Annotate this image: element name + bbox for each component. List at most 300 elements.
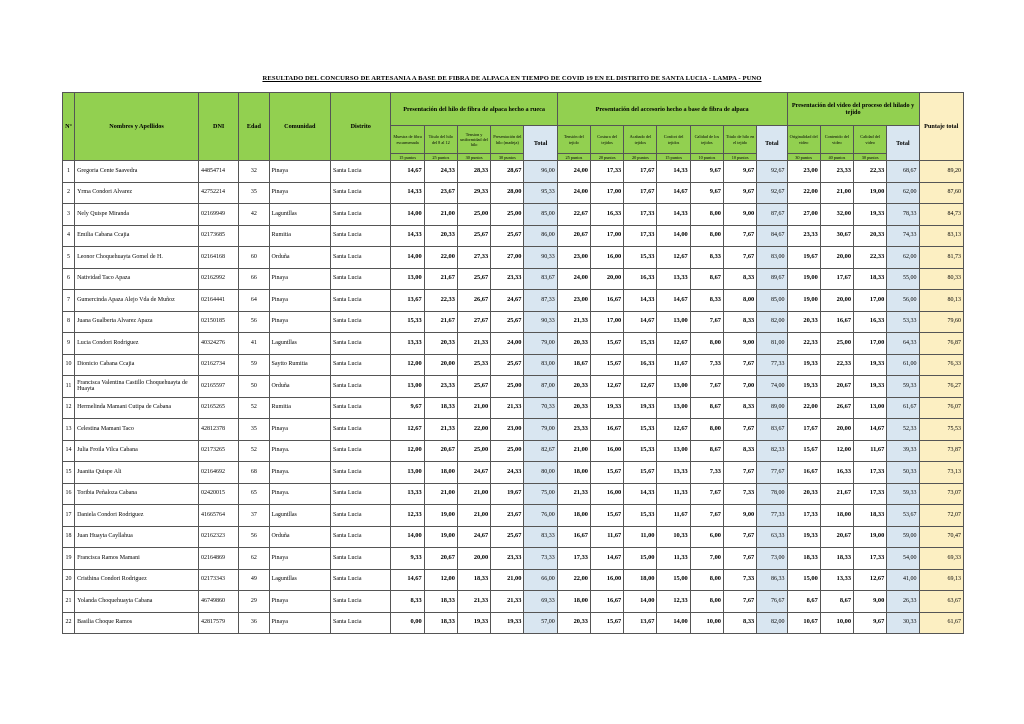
header-points: 40 puntos bbox=[820, 154, 853, 161]
final-score: 80,33 bbox=[919, 268, 963, 290]
accessory-score: 11,00 bbox=[624, 526, 657, 548]
yarn-score: 19,33 bbox=[491, 612, 524, 634]
final-score: 69,33 bbox=[919, 548, 963, 570]
accessory-score: 18,67 bbox=[557, 354, 590, 376]
header-criterion: Acabado del tejidos bbox=[624, 126, 657, 154]
yarn-total: 96,00 bbox=[524, 161, 557, 183]
video-score: 8,67 bbox=[787, 591, 820, 613]
yarn-score: 9,33 bbox=[391, 548, 424, 570]
accessory-score: 7,67 bbox=[723, 225, 756, 247]
participant-district: Santa Lucia bbox=[331, 462, 391, 484]
accessory-score: 17,33 bbox=[590, 161, 623, 183]
accessory-score: 12,33 bbox=[657, 591, 690, 613]
video-score: 25,00 bbox=[820, 333, 853, 355]
participant-district: Santa Lucia bbox=[331, 290, 391, 312]
participant-dni: 46749860 bbox=[199, 591, 239, 613]
accessory-score: 12,67 bbox=[657, 333, 690, 355]
participant-district: Santa Lucia bbox=[331, 569, 391, 591]
video-total: 52,33 bbox=[887, 419, 919, 441]
header-dni: DNI bbox=[199, 93, 239, 161]
yarn-score: 12,67 bbox=[391, 419, 424, 441]
accessory-score: 13,00 bbox=[657, 311, 690, 333]
video-score: 16,33 bbox=[854, 311, 887, 333]
accessory-score: 16,33 bbox=[590, 204, 623, 226]
accessory-score: 11,67 bbox=[657, 354, 690, 376]
video-score: 19,00 bbox=[787, 290, 820, 312]
participant-community: Orduña bbox=[269, 247, 330, 269]
table-row bbox=[63, 526, 964, 548]
row-number: 22 bbox=[63, 612, 75, 634]
table-row bbox=[63, 419, 964, 441]
participant-age: 62 bbox=[239, 548, 269, 570]
header-points: 25 puntos bbox=[557, 154, 590, 161]
accessory-score: 16,00 bbox=[590, 440, 623, 462]
participant-age: 50 bbox=[239, 376, 269, 398]
video-score: 27,00 bbox=[787, 204, 820, 226]
participant-community: Pinaya bbox=[269, 161, 330, 183]
video-total: 64,33 bbox=[887, 333, 919, 355]
final-score: 81,73 bbox=[919, 247, 963, 269]
accessory-score: 16,00 bbox=[590, 247, 623, 269]
yarn-total: 90,33 bbox=[524, 311, 557, 333]
accessory-score: 16,67 bbox=[590, 591, 623, 613]
header-points: 10 puntos bbox=[690, 154, 723, 161]
participant-dni: 02165597 bbox=[199, 376, 239, 398]
final-score: 87,60 bbox=[919, 182, 963, 204]
accessory-score: 7,67 bbox=[723, 462, 756, 484]
accessory-score: 15,67 bbox=[590, 354, 623, 376]
yarn-score: 21,67 bbox=[424, 311, 457, 333]
video-total: 41,00 bbox=[887, 569, 919, 591]
accessory-total: 82,33 bbox=[757, 440, 787, 462]
accessory-total: 74,00 bbox=[757, 376, 787, 398]
accessory-score: 12,67 bbox=[590, 376, 623, 398]
video-score: 17,33 bbox=[854, 462, 887, 484]
accessory-score: 15,33 bbox=[624, 333, 657, 355]
participant-age: 56 bbox=[239, 311, 269, 333]
row-number: 9 bbox=[63, 333, 75, 355]
video-total: 62,00 bbox=[887, 247, 919, 269]
yarn-score: 19,00 bbox=[424, 505, 457, 527]
yarn-score: 25,00 bbox=[491, 204, 524, 226]
video-score: 32,00 bbox=[820, 204, 853, 226]
accessory-score: 6,00 bbox=[690, 526, 723, 548]
final-score: 75,53 bbox=[919, 419, 963, 441]
header-group-yarn: Presentación del hilo de fibra de alpaca hecho a rueca bbox=[391, 93, 557, 126]
participant-district: Santa Lucia bbox=[331, 333, 391, 355]
participant-age: 35 bbox=[239, 419, 269, 441]
accessory-score: 24,00 bbox=[557, 268, 590, 290]
participant-name: Yrma Condori Alvarez bbox=[75, 182, 199, 204]
yarn-score: 28,33 bbox=[457, 161, 490, 183]
header-group-accessory: Presentación del accesorio hecho a base de fibra de alpaca bbox=[557, 93, 787, 126]
accessory-score: 18,00 bbox=[557, 462, 590, 484]
participant-district: Santa Lucia bbox=[331, 376, 391, 398]
participant-community: Rumitia bbox=[269, 397, 330, 419]
accessory-total: 83,00 bbox=[757, 247, 787, 269]
video-total: 61,67 bbox=[887, 397, 919, 419]
accessory-score: 21,33 bbox=[557, 483, 590, 505]
participant-dni: 02165265 bbox=[199, 397, 239, 419]
video-total: 68,67 bbox=[887, 161, 919, 183]
row-number: 6 bbox=[63, 268, 75, 290]
accessory-total: 85,00 bbox=[757, 290, 787, 312]
yarn-score: 25,67 bbox=[491, 225, 524, 247]
video-score: 12,00 bbox=[820, 440, 853, 462]
results-table bbox=[62, 92, 964, 634]
accessory-score: 8,67 bbox=[690, 268, 723, 290]
participant-name: Toribia Peñaloza Cabana bbox=[75, 483, 199, 505]
table-row bbox=[63, 225, 964, 247]
yarn-score: 12,00 bbox=[424, 569, 457, 591]
yarn-score: 28,00 bbox=[491, 182, 524, 204]
accessory-score: 8,67 bbox=[690, 397, 723, 419]
accessory-score: 9,00 bbox=[723, 505, 756, 527]
yarn-score: 24,00 bbox=[491, 333, 524, 355]
video-total: 56,00 bbox=[887, 290, 919, 312]
video-total: 39,33 bbox=[887, 440, 919, 462]
video-score: 17,67 bbox=[787, 419, 820, 441]
video-score: 21,67 bbox=[820, 483, 853, 505]
accessory-score: 12,67 bbox=[657, 247, 690, 269]
participant-community: Laguntllas bbox=[269, 333, 330, 355]
video-score: 22,33 bbox=[787, 333, 820, 355]
table-row bbox=[63, 440, 964, 462]
participant-age: 52 bbox=[239, 397, 269, 419]
video-score: 15,67 bbox=[787, 440, 820, 462]
accessory-score: 15,67 bbox=[590, 612, 623, 634]
header-total: Total bbox=[757, 126, 787, 161]
header-community: Comunidad bbox=[269, 93, 330, 161]
video-score: 22,33 bbox=[854, 161, 887, 183]
yarn-score: 18,33 bbox=[424, 612, 457, 634]
accessory-total: 78,00 bbox=[757, 483, 787, 505]
accessory-score: 8,00 bbox=[690, 591, 723, 613]
accessory-score: 14,67 bbox=[624, 311, 657, 333]
header-criterion: Titulo del hilo del 8 al 12 bbox=[424, 126, 457, 154]
yarn-score: 20,00 bbox=[457, 548, 490, 570]
yarn-score: 26,67 bbox=[457, 290, 490, 312]
participant-community: Orduña bbox=[269, 376, 330, 398]
table-row bbox=[63, 612, 964, 634]
video-score: 18,33 bbox=[854, 505, 887, 527]
participant-community: Pinaya bbox=[269, 612, 330, 634]
yarn-score: 14,33 bbox=[391, 182, 424, 204]
accessory-score: 8,33 bbox=[723, 268, 756, 290]
accessory-score: 14,33 bbox=[657, 161, 690, 183]
video-score: 16,33 bbox=[820, 462, 853, 484]
final-score: 76,27 bbox=[919, 376, 963, 398]
header-criterion: Titulo de hilo en el tejido bbox=[723, 126, 756, 154]
yarn-score: 24,33 bbox=[491, 462, 524, 484]
header-criterion: Presentación del hilo (madeja) bbox=[491, 126, 524, 154]
accessory-score: 8,67 bbox=[690, 440, 723, 462]
participant-age bbox=[239, 225, 269, 247]
yarn-score: 20,33 bbox=[424, 225, 457, 247]
participant-community: Saytto Rumitia bbox=[269, 354, 330, 376]
accessory-score: 7,67 bbox=[723, 526, 756, 548]
final-score: 69,13 bbox=[919, 569, 963, 591]
accessory-score: 7,33 bbox=[723, 483, 756, 505]
accessory-score: 7,33 bbox=[723, 569, 756, 591]
participant-age: 29 bbox=[239, 591, 269, 613]
accessory-score: 13,00 bbox=[657, 376, 690, 398]
header-criterion: Calidad de los tejidos bbox=[690, 126, 723, 154]
yarn-total: 86,00 bbox=[524, 225, 557, 247]
video-score: 17,33 bbox=[854, 483, 887, 505]
video-score: 19,33 bbox=[854, 204, 887, 226]
accessory-score: 16,00 bbox=[590, 483, 623, 505]
yarn-total: 87,33 bbox=[524, 290, 557, 312]
row-number: 21 bbox=[63, 591, 75, 613]
yarn-score: 25,33 bbox=[457, 354, 490, 376]
yarn-score: 12,00 bbox=[391, 440, 424, 462]
yarn-score: 18,00 bbox=[424, 462, 457, 484]
header-criterion: Originalidad del video bbox=[787, 126, 820, 154]
yarn-total: 79,00 bbox=[524, 419, 557, 441]
video-total: 61,00 bbox=[887, 354, 919, 376]
accessory-score: 15,33 bbox=[624, 505, 657, 527]
yarn-score: 20,33 bbox=[424, 333, 457, 355]
yarn-total: 80,00 bbox=[524, 462, 557, 484]
yarn-total: 69,33 bbox=[524, 591, 557, 613]
header-criterion: Calidad del video bbox=[854, 126, 887, 154]
accessory-score: 23,33 bbox=[557, 419, 590, 441]
participant-dni: 44854714 bbox=[199, 161, 239, 183]
yarn-score: 20,67 bbox=[424, 548, 457, 570]
final-score: 70,47 bbox=[919, 526, 963, 548]
participant-name: Natividad Taco Apaza bbox=[75, 268, 199, 290]
yarn-score: 14,00 bbox=[391, 204, 424, 226]
yarn-total: 83,33 bbox=[524, 526, 557, 548]
participant-district: Santa Lucia bbox=[331, 548, 391, 570]
accessory-score: 17,33 bbox=[624, 225, 657, 247]
participant-dni: 42817579 bbox=[199, 612, 239, 634]
video-score: 30,67 bbox=[820, 225, 853, 247]
yarn-total: 90,33 bbox=[524, 247, 557, 269]
accessory-score: 20,33 bbox=[557, 333, 590, 355]
header-criterion: Costura del tejidos bbox=[590, 126, 623, 154]
yarn-score: 0,00 bbox=[391, 612, 424, 634]
accessory-total: 87,67 bbox=[757, 204, 787, 226]
yarn-score: 25,67 bbox=[457, 376, 490, 398]
video-total: 59,00 bbox=[887, 526, 919, 548]
accessory-score: 14,33 bbox=[624, 290, 657, 312]
yarn-total: 83,00 bbox=[524, 354, 557, 376]
accessory-score: 14,00 bbox=[657, 612, 690, 634]
participant-district: Santa Lucia bbox=[331, 612, 391, 634]
participant-district: Santa Lucia bbox=[331, 505, 391, 527]
accessory-score: 8,33 bbox=[690, 247, 723, 269]
table-row bbox=[63, 548, 964, 570]
video-score: 18,33 bbox=[787, 548, 820, 570]
video-score: 18,33 bbox=[854, 268, 887, 290]
table-row bbox=[63, 268, 964, 290]
accessory-score: 13,67 bbox=[624, 612, 657, 634]
yarn-score: 21,00 bbox=[424, 483, 457, 505]
yarn-score: 13,33 bbox=[391, 483, 424, 505]
participant-community: Pinaya. bbox=[269, 483, 330, 505]
header-points: 20 puntos bbox=[624, 154, 657, 161]
table-row bbox=[63, 376, 964, 398]
table-row bbox=[63, 397, 964, 419]
header-name: Nombres y Apellidos bbox=[75, 93, 199, 161]
row-number: 3 bbox=[63, 204, 75, 226]
row-number: 13 bbox=[63, 419, 75, 441]
header-criterion: Contenido del video bbox=[820, 126, 853, 154]
accessory-total: 92,67 bbox=[757, 182, 787, 204]
yarn-total: 66,00 bbox=[524, 569, 557, 591]
accessory-score: 15,67 bbox=[590, 505, 623, 527]
participant-name: Gregoria Cente Saavedra bbox=[75, 161, 199, 183]
accessory-score: 17,33 bbox=[624, 204, 657, 226]
accessory-score: 15,33 bbox=[624, 440, 657, 462]
participant-community: Laguntllas bbox=[269, 505, 330, 527]
final-score: 76,87 bbox=[919, 333, 963, 355]
yarn-score: 25,67 bbox=[457, 225, 490, 247]
yarn-score: 18,33 bbox=[424, 397, 457, 419]
yarn-score: 23,33 bbox=[491, 548, 524, 570]
yarn-total: 82,67 bbox=[524, 440, 557, 462]
header-criterion: Confort del tejidos bbox=[657, 126, 690, 154]
video-score: 18,33 bbox=[820, 548, 853, 570]
accessory-score: 15,67 bbox=[590, 333, 623, 355]
accessory-score: 7,67 bbox=[690, 311, 723, 333]
row-number: 19 bbox=[63, 548, 75, 570]
video-total: 54,00 bbox=[887, 548, 919, 570]
accessory-total: 89,67 bbox=[757, 268, 787, 290]
final-score: 73,13 bbox=[919, 462, 963, 484]
accessory-score: 13,33 bbox=[657, 462, 690, 484]
row-number: 5 bbox=[63, 247, 75, 269]
yarn-score: 21,33 bbox=[457, 591, 490, 613]
participant-community: Pinaya bbox=[269, 419, 330, 441]
header-points: 30 puntos bbox=[854, 154, 887, 161]
header-points: 15 puntos bbox=[391, 154, 424, 161]
header-group-video: Presentación del video del proceso del hilado y tejido bbox=[787, 93, 919, 126]
yarn-score: 23,67 bbox=[491, 505, 524, 527]
participant-district: Santa Lucia bbox=[331, 268, 391, 290]
participant-district: Santa Lucia bbox=[331, 225, 391, 247]
video-score: 19,33 bbox=[787, 354, 820, 376]
video-total: 53,33 bbox=[887, 311, 919, 333]
final-score: 72,07 bbox=[919, 505, 963, 527]
page-title: RESULTADO DEL CONCURSO DE ARTESANIA A BASE DE FIBRA DE ALPACA EN TIEMPO DE COVID 19 EN EL DISTRITO DE SANTA LUCIA - LAMPA - PUNO bbox=[262, 75, 762, 82]
video-total: 78,33 bbox=[887, 204, 919, 226]
participant-dni: 02173685 bbox=[199, 225, 239, 247]
accessory-total: 83,67 bbox=[757, 419, 787, 441]
participant-community: Rumitia bbox=[269, 225, 330, 247]
yarn-score: 22,00 bbox=[457, 419, 490, 441]
accessory-score: 11,33 bbox=[657, 548, 690, 570]
video-score: 19,00 bbox=[787, 268, 820, 290]
accessory-score: 9,67 bbox=[723, 161, 756, 183]
participant-community: Pinaya bbox=[269, 290, 330, 312]
participant-dni: 02162323 bbox=[199, 526, 239, 548]
yarn-score: 8,33 bbox=[391, 591, 424, 613]
accessory-score: 23,00 bbox=[557, 247, 590, 269]
participant-district: Santa Lucia bbox=[331, 483, 391, 505]
participant-age: 65 bbox=[239, 483, 269, 505]
accessory-score: 7,67 bbox=[723, 419, 756, 441]
video-score: 14,67 bbox=[854, 419, 887, 441]
video-score: 18,00 bbox=[820, 505, 853, 527]
yarn-score: 20,00 bbox=[424, 354, 457, 376]
participant-name: Lucia Condori Rodriguez bbox=[75, 333, 199, 355]
video-score: 10,67 bbox=[787, 612, 820, 634]
participant-name: Leonor Choquehuayta Gomel de H. bbox=[75, 247, 199, 269]
table-row bbox=[63, 354, 964, 376]
yarn-score: 14,00 bbox=[391, 247, 424, 269]
yarn-score: 29,33 bbox=[457, 182, 490, 204]
video-score: 10,00 bbox=[820, 612, 853, 634]
video-total: 26,33 bbox=[887, 591, 919, 613]
video-total: 59,33 bbox=[887, 376, 919, 398]
accessory-score: 17,67 bbox=[624, 182, 657, 204]
header-points: 30 puntos bbox=[457, 154, 490, 161]
yarn-score: 13,67 bbox=[391, 290, 424, 312]
accessory-score: 19,33 bbox=[624, 397, 657, 419]
accessory-score: 17,00 bbox=[590, 182, 623, 204]
participant-dni: 02164441 bbox=[199, 290, 239, 312]
table-row bbox=[63, 333, 964, 355]
video-score: 20,00 bbox=[820, 247, 853, 269]
accessory-total: 89,00 bbox=[757, 397, 787, 419]
yarn-score: 21,00 bbox=[457, 505, 490, 527]
video-score: 15,00 bbox=[787, 569, 820, 591]
yarn-score: 18,33 bbox=[424, 591, 457, 613]
accessory-score: 22,67 bbox=[557, 204, 590, 226]
accessory-score: 8,00 bbox=[690, 204, 723, 226]
video-score: 12,67 bbox=[854, 569, 887, 591]
row-number: 1 bbox=[63, 161, 75, 183]
accessory-score: 24,00 bbox=[557, 161, 590, 183]
final-score: 63,67 bbox=[919, 591, 963, 613]
yarn-score: 27,33 bbox=[457, 247, 490, 269]
participant-dni: 02169949 bbox=[199, 204, 239, 226]
participant-district: Santa Lucia bbox=[331, 204, 391, 226]
yarn-score: 22,00 bbox=[424, 247, 457, 269]
accessory-score: 7,67 bbox=[690, 483, 723, 505]
participant-name: Cristhina Condori Rodriguez bbox=[75, 569, 199, 591]
accessory-score: 22,00 bbox=[557, 569, 590, 591]
video-total: 53,67 bbox=[887, 505, 919, 527]
accessory-score: 18,00 bbox=[557, 591, 590, 613]
video-score: 20,00 bbox=[820, 290, 853, 312]
yarn-total: 95,33 bbox=[524, 182, 557, 204]
accessory-score: 16,67 bbox=[590, 419, 623, 441]
yarn-score: 9,67 bbox=[391, 397, 424, 419]
video-score: 21,00 bbox=[820, 182, 853, 204]
participant-district: Santa Lucia bbox=[331, 354, 391, 376]
yarn-total: 79,00 bbox=[524, 333, 557, 355]
accessory-score: 23,00 bbox=[557, 290, 590, 312]
participant-community: Pinaya bbox=[269, 548, 330, 570]
participant-dni: 02164692 bbox=[199, 462, 239, 484]
participant-dni: 42752214 bbox=[199, 182, 239, 204]
table-row bbox=[63, 483, 964, 505]
accessory-score: 8,00 bbox=[690, 225, 723, 247]
yarn-score: 21,00 bbox=[457, 483, 490, 505]
accessory-score: 15,67 bbox=[624, 462, 657, 484]
row-number: 8 bbox=[63, 311, 75, 333]
video-score: 22,33 bbox=[820, 354, 853, 376]
participant-community: Laguntllas bbox=[269, 204, 330, 226]
video-score: 17,00 bbox=[854, 290, 887, 312]
yarn-score: 14,67 bbox=[391, 569, 424, 591]
yarn-score: 24,33 bbox=[424, 161, 457, 183]
accessory-score: 14,67 bbox=[657, 290, 690, 312]
